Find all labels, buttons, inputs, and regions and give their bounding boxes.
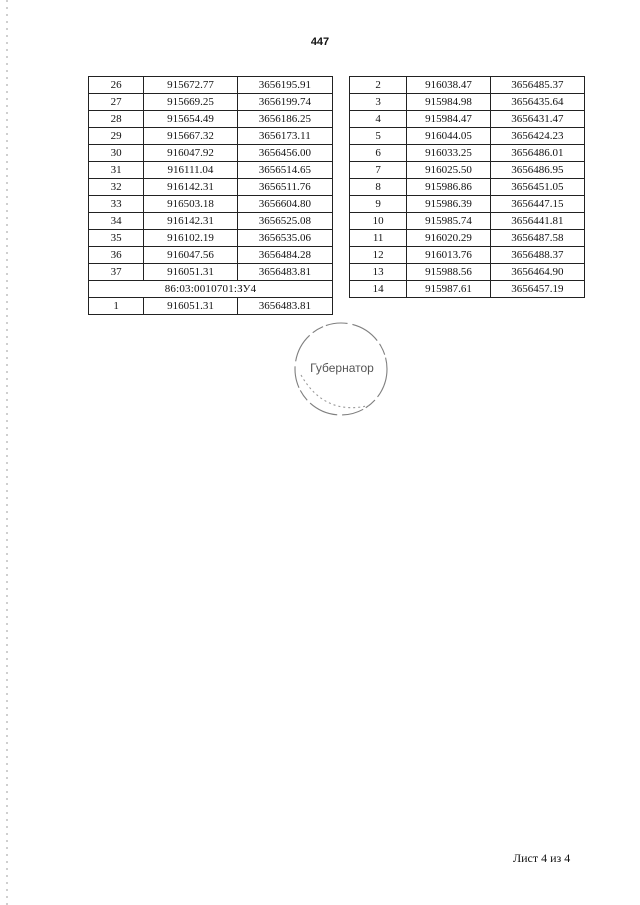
table-row [350, 145, 585, 162]
y-coordinate-cell: 3656485.37 [490, 77, 584, 94]
x-coordinate-cell: 915672.77 [144, 77, 237, 94]
point-number-cell: 27 [89, 94, 144, 111]
x-coordinate-cell: 916047.56 [144, 247, 237, 264]
x-coordinate-cell: 916044.05 [407, 128, 490, 145]
point-number-cell: 29 [89, 128, 144, 145]
point-number-cell: 35 [89, 230, 144, 247]
point-number-cell: 6 [350, 145, 407, 162]
x-coordinate-cell: 915669.25 [144, 94, 237, 111]
table-row [89, 196, 333, 213]
point-number-cell: 13 [350, 264, 407, 281]
y-coordinate-cell: 3656483.81 [237, 264, 332, 281]
x-coordinate-cell: 916102.19 [144, 230, 237, 247]
table-row [89, 128, 333, 145]
stamp-text: Губернатор [310, 361, 374, 375]
y-coordinate-cell: 3656511.76 [237, 179, 332, 196]
y-coordinate-cell: 3656199.74 [237, 94, 332, 111]
x-coordinate-cell: 916013.76 [407, 247, 490, 264]
x-coordinate-cell: 916047.92 [144, 145, 237, 162]
y-coordinate-cell: 3656451.05 [490, 179, 584, 196]
point-number-cell: 9 [350, 196, 407, 213]
point-number-cell: 33 [89, 196, 144, 213]
x-coordinate-cell: 916020.29 [407, 230, 490, 247]
y-coordinate-cell: 3656487.58 [490, 230, 584, 247]
point-number-cell: 14 [350, 281, 407, 298]
table-row [350, 264, 585, 281]
point-number-cell: 5 [350, 128, 407, 145]
x-coordinate-cell: 916111.04 [144, 162, 237, 179]
scan-edge-artifact [6, 0, 8, 905]
x-coordinate-cell: 915985.74 [407, 213, 490, 230]
y-coordinate-cell: 3656484.28 [237, 247, 332, 264]
table-row [350, 281, 585, 298]
table-row [89, 264, 333, 281]
point-number-cell: 4 [350, 111, 407, 128]
y-coordinate-cell: 3656173.11 [237, 128, 332, 145]
table-row [89, 247, 333, 264]
point-number-cell: 7 [350, 162, 407, 179]
point-number-cell: 26 [89, 77, 144, 94]
table-row [89, 298, 333, 315]
y-coordinate-cell: 3656604.80 [237, 196, 332, 213]
table-row [89, 162, 333, 179]
table-row [89, 94, 333, 111]
point-number-cell: 1 [89, 298, 144, 315]
table-row [89, 230, 333, 247]
x-coordinate-cell: 916142.31 [144, 213, 237, 230]
x-coordinate-cell: 916142.31 [144, 179, 237, 196]
point-number-cell: 12 [350, 247, 407, 264]
y-coordinate-cell: 3656457.19 [490, 281, 584, 298]
x-coordinate-cell: 915986.86 [407, 179, 490, 196]
y-coordinate-cell: 3656424.23 [490, 128, 584, 145]
x-coordinate-cell: 915654.49 [144, 111, 237, 128]
point-number-cell: 37 [89, 264, 144, 281]
y-coordinate-cell: 3656447.15 [490, 196, 584, 213]
x-coordinate-cell: 916038.47 [407, 77, 490, 94]
point-number-cell: 8 [350, 179, 407, 196]
table-row [89, 213, 333, 230]
x-coordinate-cell: 915984.98 [407, 94, 490, 111]
section-header-row [89, 281, 333, 298]
y-coordinate-cell: 3656186.25 [237, 111, 332, 128]
table-row [350, 179, 585, 196]
y-coordinate-cell: 3656464.90 [490, 264, 584, 281]
coordinates-table-right [349, 76, 585, 298]
y-coordinate-cell: 3656483.81 [237, 298, 332, 315]
x-coordinate-cell: 915986.39 [407, 196, 490, 213]
y-coordinate-cell: 3656486.01 [490, 145, 584, 162]
x-coordinate-cell: 915987.61 [407, 281, 490, 298]
point-number-cell: 30 [89, 145, 144, 162]
table-row [89, 145, 333, 162]
table-row [350, 230, 585, 247]
table-row [350, 247, 585, 264]
table-row [89, 111, 333, 128]
table-row [350, 213, 585, 230]
y-coordinate-cell: 3656441.81 [490, 213, 584, 230]
sheet-counter: Лист 4 из 4 [513, 851, 571, 865]
cadastral-number-header: 86:03:0010701:ЗУ4 [89, 281, 333, 298]
x-coordinate-cell: 916051.31 [144, 298, 237, 315]
point-number-cell: 10 [350, 213, 407, 230]
y-coordinate-cell: 3656456.00 [237, 145, 332, 162]
point-number-cell: 31 [89, 162, 144, 179]
x-coordinate-cell: 915988.56 [407, 264, 490, 281]
point-number-cell: 3 [350, 94, 407, 111]
x-coordinate-cell: 916025.50 [407, 162, 490, 179]
x-coordinate-cell: 915984.47 [407, 111, 490, 128]
table-row [89, 77, 333, 94]
table-row [350, 111, 585, 128]
x-coordinate-cell: 916051.31 [144, 264, 237, 281]
y-coordinate-cell: 3656431.47 [490, 111, 584, 128]
page-number: 447 [310, 36, 330, 48]
table-row [350, 94, 585, 111]
point-number-cell: 32 [89, 179, 144, 196]
table-row [350, 77, 585, 94]
y-coordinate-cell: 3656195.91 [237, 77, 332, 94]
table-row [89, 179, 333, 196]
point-number-cell: 34 [89, 213, 144, 230]
coordinates-table-left [88, 76, 333, 315]
point-number-cell: 11 [350, 230, 407, 247]
x-coordinate-cell: 916503.18 [144, 196, 237, 213]
y-coordinate-cell: 3656525.08 [237, 213, 332, 230]
point-number-cell: 36 [89, 247, 144, 264]
point-number-cell: 2 [350, 77, 407, 94]
y-coordinate-cell: 3656486.95 [490, 162, 584, 179]
x-coordinate-cell: 915667.32 [144, 128, 237, 145]
table-row [350, 196, 585, 213]
table-row [350, 162, 585, 179]
y-coordinate-cell: 3656435.64 [490, 94, 584, 111]
governor-stamp [285, 313, 397, 425]
y-coordinate-cell: 3656488.37 [490, 247, 584, 264]
y-coordinate-cell: 3656514.65 [237, 162, 332, 179]
table-row [350, 128, 585, 145]
x-coordinate-cell: 916033.25 [407, 145, 490, 162]
y-coordinate-cell: 3656535.06 [237, 230, 332, 247]
point-number-cell: 28 [89, 111, 144, 128]
